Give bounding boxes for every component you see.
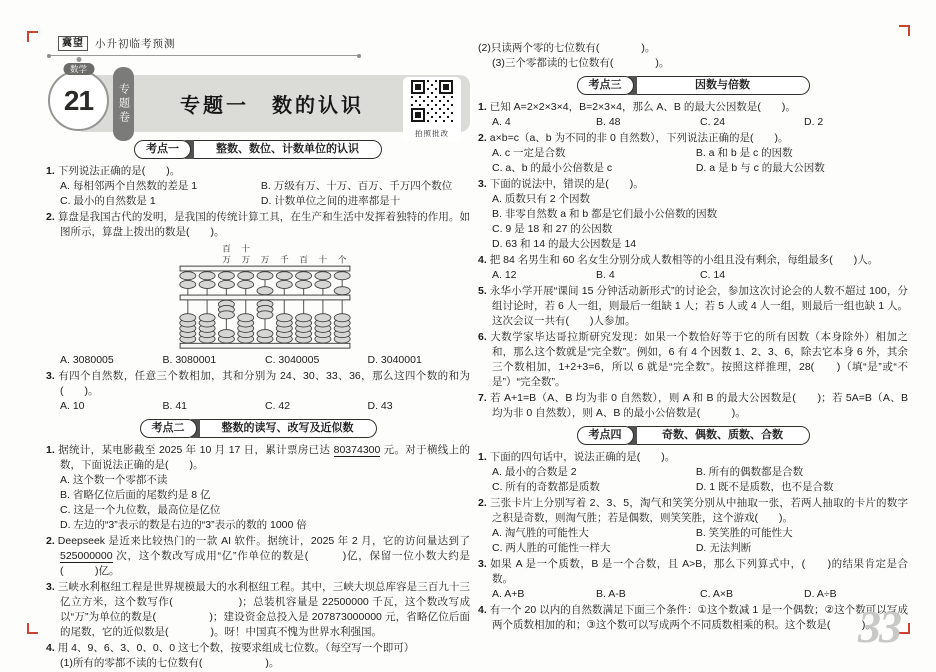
crop-mark-icon — [27, 623, 38, 634]
question-text: 把 84 名男生和 60 名女生分别分成人数相等的小组且没有剩余，每组最多( )人。 — [489, 254, 879, 266]
option: A. 4 — [492, 116, 511, 128]
section-title: 奇数、偶数、质数、合数 — [637, 426, 810, 445]
question-line — [478, 557, 908, 587]
section-tag: 考点二 — [140, 419, 197, 438]
page-number: 33 — [858, 601, 900, 652]
left-column — [46, 36, 470, 672]
option-row — [60, 194, 470, 209]
option-row — [60, 518, 470, 533]
question-text: 三张卡片上分别写着 2、3、5，淘气和笑笑分别从中抽取一张，若两人抽取的卡片的数字之积是奇数，则淘气胜；若是偶数，则笑笑胜，这个游戏( )。 — [489, 497, 908, 524]
question-line — [46, 641, 470, 656]
option-row — [60, 488, 470, 503]
svg-text:十: 十 — [318, 254, 328, 265]
question-text: 永华小学开展“课间 15 分钟活动新形式”的讨论会，参加这次讨论会的人数不超过 100，分组讨论时，若 6 人一组，则最后一组缺 1 人；若 5 人或 4 人一组，则最后一组也缺 1 人。这次会议一共有( )人参加。 — [489, 285, 908, 327]
question — [478, 603, 908, 633]
section-title: 整数的读写、改写及近似数 — [200, 419, 377, 438]
section-header — [140, 419, 377, 438]
option: A. 12 — [492, 269, 517, 281]
option-row — [492, 465, 908, 480]
option: C. 42 — [265, 400, 291, 412]
underlined-number: 525000000 — [60, 550, 113, 562]
question-line — [478, 177, 908, 192]
option: B. a 和 b 是 c 的因数 — [695, 147, 793, 159]
option-row — [492, 161, 908, 176]
option: A. 淘气胜的可能性大 — [492, 527, 589, 539]
section-tag: 考点四 — [577, 426, 634, 445]
brand-row — [58, 36, 470, 51]
option: A. 3080005 — [60, 354, 114, 366]
right-column — [478, 40, 908, 634]
option-row — [492, 541, 908, 556]
question — [478, 496, 908, 556]
question — [478, 450, 908, 495]
question-text: 三峡水利枢纽工程是世界规模最大的水利枢纽工程。其中，三峡大坝总库容是三百九十三亿立方米，这个数写作( )；总装机容量是 22500000 千瓦，这个数改写成以“万”为单位的数是( )；建设资金总投入是 207873000000 元，省略亿位后面的尾数，它的近似数是( )。呀！中国真不愧为世界水利强国。 — [57, 581, 470, 638]
section-header — [134, 140, 382, 159]
question-text: Deepseek 是近来比较热门的一款 AI 软件。据统计，2025 年 2 月，它的访问量达到了 — [57, 535, 470, 547]
svg-text:百: 百 — [299, 254, 308, 265]
option: D. 计数单位之间的进率都是十 — [260, 195, 401, 207]
option-row — [492, 587, 908, 602]
question-number: 4. — [478, 604, 487, 616]
section-header — [577, 76, 810, 95]
option: D. 无法判断 — [695, 542, 752, 554]
abacus-figure — [60, 242, 470, 352]
question-text: 若 A+1=B（A、B 均为非 0 自然数），则 A 和 B 的最大公因数是( )；若 5A=B（A、B 均为非 0 自然数），则 A、B 的最小公倍数是( )。 — [489, 392, 908, 419]
question-number: 5. — [478, 285, 487, 297]
issue-number: 21 — [63, 84, 94, 116]
option: A. 质数只有 2 个因数 — [492, 193, 591, 205]
question-number: 3. — [478, 558, 487, 570]
issue-badge — [48, 64, 109, 131]
question — [478, 391, 908, 421]
option-row — [492, 526, 908, 541]
question — [478, 100, 908, 130]
question — [478, 41, 908, 71]
question-number: 1. — [46, 165, 55, 177]
question-text: 算盘是我国古代的发明，是我国的传统计算工具，在生产和生活中发挥着独特的作用。如图所示，算盘上拨出的数是( )。 — [57, 211, 470, 238]
question — [478, 330, 908, 390]
option: C. 24 — [700, 116, 726, 128]
question-text: 有一个 20 以内的自然数满足下面三个条件：①这个数减 1 是一个偶数；②这个数可以写成两个质数相加的和；③这个数可以写成两个不同质数相乘的积。这个数是( )。 — [489, 604, 908, 631]
underlined-number: 80374300 — [333, 444, 381, 456]
option: B. 省略亿位后面的尾数约是 8 亿 — [60, 489, 211, 501]
option: A. A+B — [492, 588, 525, 600]
option: B. 41 — [162, 400, 188, 412]
question-line — [46, 580, 470, 640]
question-line — [492, 56, 908, 71]
option: D. a 是 b 与 c 的最大公因数 — [695, 162, 825, 174]
option-row — [492, 115, 908, 130]
question-text: 已知 A=2×2×3×4，B=2×3×4，那么 A、B 的最大公因数是( )。 — [489, 101, 796, 113]
question-text: a×b=c（a、b 为不同的非 0 自然数），下列说法正确的是( )。 — [489, 132, 789, 144]
option: C. 3040005 — [265, 354, 320, 366]
option: D. 左边的“3”表示的数是右边的“3”表示的数的 1000 倍 — [60, 519, 307, 531]
question — [478, 253, 908, 283]
question-number: 7. — [478, 392, 487, 404]
question-number: 3. — [478, 178, 487, 190]
question — [478, 131, 908, 176]
option-row — [60, 399, 470, 414]
question — [46, 164, 470, 209]
question-number: 2. — [46, 535, 55, 547]
header-banner — [63, 64, 470, 138]
svg-text:万: 万 — [222, 254, 231, 265]
question-text: 如果 A 是一个质数，B 是一个合数，且 A>B，那么下列算式中，( )的结果肯定是合数。 — [489, 558, 908, 585]
option-row — [60, 179, 470, 194]
option: D. 43 — [367, 400, 393, 412]
option-row — [492, 222, 908, 237]
option-row — [492, 480, 908, 495]
question-line — [478, 253, 908, 268]
option: C. A×B — [700, 588, 733, 600]
option: D. 1 既不是质数，也不是合数 — [695, 481, 834, 493]
question-number: 4. — [478, 254, 487, 266]
qr-code-icon — [411, 80, 453, 122]
question-text: 据统计，某电影截至 2025 年 10 月 17 日，累计票房已达 — [57, 444, 334, 456]
question — [478, 557, 908, 602]
option: A. 这个数一个零都不读 — [60, 474, 168, 486]
option: D. 63 和 14 的最大公因数是 14 — [492, 238, 637, 250]
subject-label: 数学 — [63, 63, 94, 75]
question-number: 4. — [46, 642, 55, 654]
option: A. c 一定是合数 — [492, 147, 566, 159]
abacus-image — [170, 242, 360, 352]
option-row — [492, 207, 908, 222]
option-row — [60, 503, 470, 518]
svg-text:十: 十 — [241, 243, 251, 254]
question-text: 有四个自然数，任意三个数相加，其和分别为 24、30、33、36，那么这四个数的和为( )。 — [57, 370, 470, 397]
question-text: 下列说法正确的是( )。 — [57, 165, 181, 177]
question-line — [478, 131, 908, 146]
qr-panel — [403, 77, 461, 141]
question-line — [478, 100, 908, 115]
option: C. 最小的自然数是 1 — [60, 195, 156, 207]
section-title: 整数、数位、计数单位的认识 — [194, 140, 382, 159]
section-title: 因数与倍数 — [637, 76, 810, 95]
question-number: 3. — [46, 581, 55, 593]
section-tag: 考点三 — [577, 76, 634, 95]
question — [46, 534, 470, 579]
question — [46, 641, 470, 671]
question-line — [478, 603, 908, 633]
option: B. 所有的偶数都是合数 — [695, 466, 804, 478]
question — [478, 284, 908, 329]
question — [46, 443, 470, 533]
question-text: 元。对于横线上的数，下面说法正确的是( )。 — [60, 444, 470, 471]
badge-knob — [76, 57, 81, 62]
question — [46, 369, 470, 414]
question-line — [46, 369, 470, 399]
option: C. 9 是 18 和 27 的公因数 — [492, 223, 613, 235]
question-text: 下面的四句话中，说法正确的是( )。 — [489, 451, 676, 463]
question-text: 次，这个数改写成用“亿”作单位的数是( )亿，保留一位小数大约是( )亿。 — [60, 550, 470, 577]
question-text: 大数学家毕达哥拉斯研究发现：如果一个数恰好等于它的所有因数（本身除外）相加之和，那么这个数就是“完全数”。例如，6 有 4 个因数 1、2、3、6，除去它本身 6 外，其余三个数相加，1+2+3=6，所以 6 就是“完全数”。按照这样推理，28( )（填“是”或“不是”）“完全数”。 — [489, 331, 908, 388]
option-row — [60, 473, 470, 488]
question-number: 2. — [478, 497, 487, 509]
question — [478, 177, 908, 252]
svg-text:万: 万 — [260, 254, 270, 265]
question-number: 2. — [478, 132, 487, 144]
question-line — [46, 534, 470, 579]
question-line — [46, 443, 470, 473]
svg-text:个: 个 — [337, 254, 347, 265]
question — [46, 210, 470, 368]
option: C. 两人胜的可能性一样大 — [492, 542, 611, 554]
question — [46, 580, 470, 640]
option-row — [492, 192, 908, 207]
option: B. A-B — [596, 588, 626, 600]
option: C. a、b 的最小公倍数是 c — [492, 162, 613, 174]
option: D. 2 — [804, 116, 824, 128]
question-number: 2. — [46, 211, 55, 223]
question-number: 3. — [46, 370, 55, 382]
option-row — [492, 268, 908, 283]
series-title: 小升初临考预测 — [95, 38, 176, 50]
option: B. 3080001 — [162, 354, 217, 366]
option: B. 万级有万、十万、百万、千万四个数位 — [260, 180, 453, 192]
question-line — [60, 656, 470, 671]
question-text: (2)只读两个零的七位数有( )。 — [478, 42, 656, 54]
question-number: 1. — [478, 451, 487, 463]
option: A. 最小的合数是 2 — [492, 466, 577, 478]
qr-caption: 拍照批改 — [415, 129, 449, 138]
question-line — [478, 330, 908, 390]
question-line — [478, 391, 908, 421]
question-text: 用 4、9、6、3、0、0、0 这七个数，按要求组成七位数。（每空写一个即可） — [57, 642, 415, 654]
option: A. 10 — [60, 400, 85, 412]
question-text: (3)三个零都读的七位数有( )。 — [492, 57, 670, 69]
crop-mark-icon — [899, 25, 910, 36]
paper-title: 专题一 数的认识 — [180, 95, 364, 117]
question-text: 下面的说法中，错误的是( )。 — [489, 178, 644, 190]
section-tag: 考点一 — [134, 140, 191, 159]
divider-line — [48, 53, 360, 59]
brand-logo: 冀望 — [58, 36, 88, 51]
option: C. 所有的奇数都是质数 — [492, 481, 600, 493]
option: B. 48 — [596, 116, 621, 128]
option: B. 非零自然数 a 和 b 都是它们最小公倍数的因数 — [492, 208, 718, 220]
question-number: 1. — [46, 444, 55, 456]
svg-text:万: 万 — [241, 254, 251, 265]
section-header — [577, 426, 810, 445]
question-text: (1)所有的零都不读的七位数有( )。 — [60, 657, 280, 669]
crop-mark-icon — [27, 31, 38, 42]
question-line — [46, 210, 470, 240]
option-row — [492, 146, 908, 161]
question-number: 6. — [478, 331, 487, 343]
left-column-content — [46, 140, 470, 671]
option: C. 这是一个九位数，最高位是亿位 — [60, 504, 221, 516]
question-line — [478, 41, 908, 56]
question-line — [478, 496, 908, 526]
option: D. A÷B — [804, 588, 837, 600]
question-line — [46, 164, 470, 179]
option: D. 3040001 — [367, 354, 422, 366]
option: B. 笑笑胜的可能性大 — [695, 527, 793, 539]
question-line — [478, 284, 908, 329]
option: B. 4 — [596, 269, 615, 281]
svg-text:百: 百 — [222, 243, 231, 254]
svg-text:千: 千 — [279, 254, 289, 265]
option-row — [60, 353, 470, 368]
question-line — [478, 450, 908, 465]
question-number: 1. — [478, 101, 487, 113]
option: C. 14 — [700, 269, 726, 281]
right-column-content — [478, 41, 908, 633]
option-row — [492, 237, 908, 252]
paper-type-label: 专题卷 — [113, 67, 134, 141]
option: A. 每相邻两个自然数的差是 1 — [60, 180, 198, 192]
